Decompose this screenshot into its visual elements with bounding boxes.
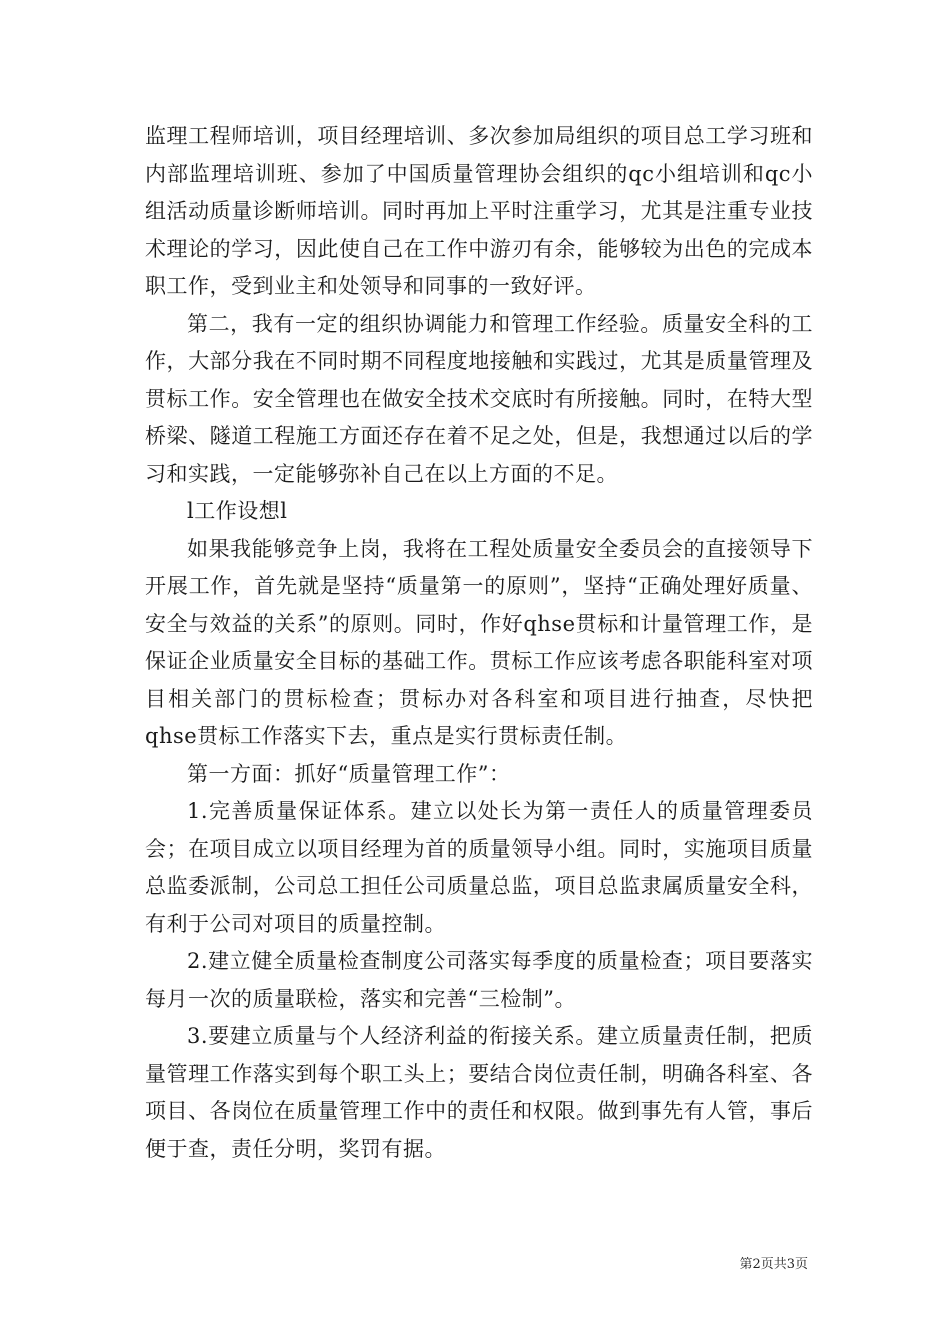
list-item-3: 3.要建立质量与个人经济利益的衔接关系。建立质量责任制，把质量管理工作落实到每个职工头上；要结合岗位责任制，明确各科室、各项目、各岗位在质量管理工作中的责任和权限。做到事先有人管，事后便于查，责任分明，奖罚有据。: [145, 1024, 813, 1161]
paragraph-training: 监理工程师培训，项目经理培训、多次参加局组织的项目总工学习班和内部监理培训班、参加了中国质量管理协会组织的qc小组培训和qc小组活动质量诊断师培训。同时再加上平时注重学习，尤其是注重专业技术理论的学习，因此使自己在工作中游刃有余，能够较为出色的完成本职工作，受到业主和处领导和同事的一致好评。: [145, 124, 813, 298]
document-body: [145, 118, 813, 1168]
paragraph-work-plan: 如果我能够竞争上岗，我将在工程处质量安全委员会的直接领导下开展工作，首先就是坚持“质量第一的原则”，坚持“正确处理好质量、安全与效益的关系”的原则。同时，作好qhse贯标和计量管理工作，是保证企业质量安全目标的基础工作。贯标工作应该考虑各职能科室对项目相关部门的贯标检查；贯标办对各科室和项目进行抽查，尽快把qhse贯标工作落实下去，重点是实行贯标责任制。: [145, 536, 813, 748]
list-item-2: 2.建立健全质量检查制度公司落实每季度的质量检查；项目要落实每月一次的质量联检，落实和完善“三检制”。: [145, 949, 813, 1011]
subheading-quality-management: 第一方面：抓好“质量管理工作”：: [187, 761, 511, 786]
paragraph-second-point: 第二，我有一定的组织协调能力和管理工作经验。质量安全科的工作，大部分我在不同时期不同程度地接触和实践过，尤其是质量管理及贯标工作。安全管理也在做安全技术交底时有所接触。同时，在特大型桥梁、隧道工程施工方面还存在着不足之处，但是，我想通过以后的学习和实践，一定能够弥补自己在以上方面的不足。: [145, 311, 813, 486]
section-heading-work-plan: l工作设想l: [187, 499, 288, 523]
page-number: 第2页共3页: [739, 1257, 808, 1272]
list-item-1: 1.完善质量保证体系。建立以处长为第一责任人的质量管理委员会；在项目成立以项目经理为首的质量领导小组。同时，实施项目质量总监委派制，公司总工担任公司质量总监，项目总监隶属质量安全科，有利于公司对项目的质量控制。: [145, 799, 813, 936]
